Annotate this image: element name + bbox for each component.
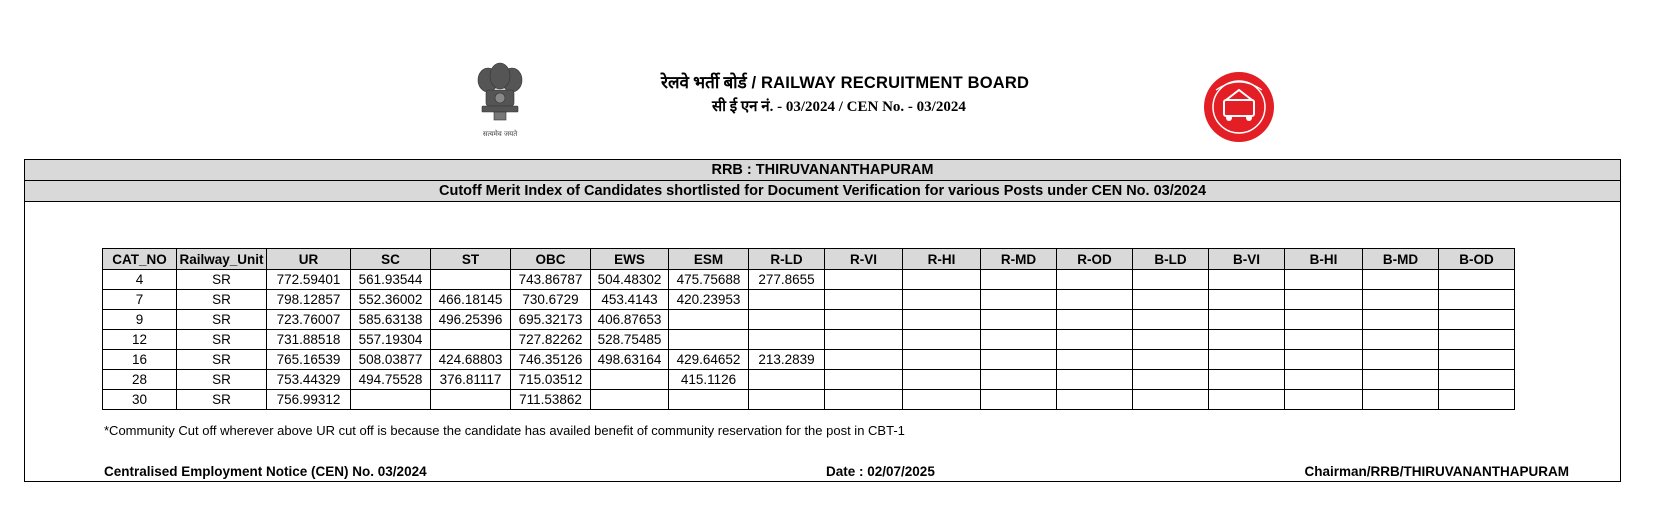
table-cell: 723.76007: [267, 310, 351, 330]
table-cell: [903, 390, 981, 410]
table-cell: 30: [103, 390, 177, 410]
table-cell: 508.03877: [351, 350, 431, 370]
table-cell: 415.1126: [669, 370, 749, 390]
table-cell: 798.12857: [267, 290, 351, 310]
table-row: [103, 370, 1515, 390]
table-cell: 504.48302: [591, 270, 669, 290]
board-title: [661, 70, 1091, 93]
table-cell: [591, 390, 669, 410]
table-cell: [1285, 350, 1363, 370]
table-cell: [825, 290, 903, 310]
table-cell: [749, 390, 825, 410]
table-cell: 16: [103, 350, 177, 370]
table-cell: [981, 270, 1057, 290]
table-row: [103, 350, 1515, 370]
board-title-hindi: रेलवे भर्ती बोर्ड: [661, 73, 747, 92]
table-cell: [1133, 350, 1209, 370]
table-cell: 28: [103, 370, 177, 390]
table-cell: [591, 370, 669, 390]
table-cell: [825, 330, 903, 350]
column-header: CAT_NO: [103, 249, 177, 270]
table-cell: 424.68803: [431, 350, 511, 370]
table-row: [103, 310, 1515, 330]
table-cell: [903, 290, 981, 310]
table-cell: 765.16539: [267, 350, 351, 370]
table-cell: [903, 370, 981, 390]
table-cell: 498.63164: [591, 350, 669, 370]
footer-signatory: Chairman/RRB/THIRUVANANTHAPURAM: [1304, 464, 1569, 479]
table-cell: 727.82262: [511, 330, 591, 350]
table-cell: 743.86787: [511, 270, 591, 290]
table-cell: [825, 310, 903, 330]
table-cell: [903, 270, 981, 290]
table-cell: [431, 330, 511, 350]
table-cell: [669, 310, 749, 330]
table-cell: [1209, 270, 1285, 290]
table-cell: SR: [177, 390, 267, 410]
table-cell: 731.88518: [267, 330, 351, 350]
column-header: EWS: [591, 249, 669, 270]
table-cell: [981, 310, 1057, 330]
table-cell: 528.75485: [591, 330, 669, 350]
column-header: SC: [351, 249, 431, 270]
table-cell: 715.03512: [511, 370, 591, 390]
table-cell: [1285, 290, 1363, 310]
column-header: B-OD: [1439, 249, 1515, 270]
table-cell: [749, 330, 825, 350]
table-row: [103, 290, 1515, 310]
table-cell: [749, 310, 825, 330]
column-header: R-HI: [903, 249, 981, 270]
table-cell: 746.35126: [511, 350, 591, 370]
table-cell: [669, 390, 749, 410]
table-cell: [1439, 310, 1515, 330]
table-cell: [1439, 390, 1515, 410]
table-cell: 552.36002: [351, 290, 431, 310]
footer-cen: Centralised Employment Notice (CEN) No. 03/2024: [104, 464, 427, 479]
ashoka-emblem-icon: [472, 58, 528, 142]
column-header: ESM: [669, 249, 749, 270]
table-cell: 420.23953: [669, 290, 749, 310]
table-cell: 7: [103, 290, 177, 310]
table-cell: [1285, 310, 1363, 330]
table-cell: [825, 350, 903, 370]
table-cell: [1209, 330, 1285, 350]
table-cell: 753.44329: [267, 370, 351, 390]
table-cell: [1363, 310, 1439, 330]
table-cell: [1439, 290, 1515, 310]
table-cell: 376.81117: [431, 370, 511, 390]
table-cell: SR: [177, 350, 267, 370]
table-cell: 561.93544: [351, 270, 431, 290]
table-cell: [981, 330, 1057, 350]
table-cell: 730.6729: [511, 290, 591, 310]
table-cell: 453.4143: [591, 290, 669, 310]
table-cell: 772.59401: [267, 270, 351, 290]
table-cell: [1363, 370, 1439, 390]
table-cell: [1439, 270, 1515, 290]
table-cell: [1439, 350, 1515, 370]
table-cell: [351, 390, 431, 410]
table-cell: 213.2839: [749, 350, 825, 370]
table-cell: [1057, 350, 1133, 370]
table-cell: [903, 330, 981, 350]
column-header: R-VI: [825, 249, 903, 270]
table-cell: [825, 270, 903, 290]
table-cell: [1285, 370, 1363, 390]
table-cell: [1363, 350, 1439, 370]
table-cell: [1439, 330, 1515, 350]
table-cell: 756.99312: [267, 390, 351, 410]
column-header: Railway_Unit: [177, 249, 267, 270]
table-cell: 494.75528: [351, 370, 431, 390]
table-cell: [1209, 390, 1285, 410]
table-cell: 12: [103, 330, 177, 350]
cutoff-table: [102, 248, 1515, 410]
table-cell: 406.87653: [591, 310, 669, 330]
board-title-separator: /: [746, 74, 762, 92]
table-cell: SR: [177, 290, 267, 310]
table-cell: [431, 390, 511, 410]
column-header: B-HI: [1285, 249, 1363, 270]
table-cell: 711.53862: [511, 390, 591, 410]
table-cell: [1285, 330, 1363, 350]
table-cell: SR: [177, 270, 267, 290]
column-header: B-MD: [1363, 249, 1439, 270]
table-cell: 429.64652: [669, 350, 749, 370]
table-cell: [1133, 310, 1209, 330]
column-header: UR: [267, 249, 351, 270]
table-cell: [903, 310, 981, 330]
table-cell: [981, 370, 1057, 390]
table-cell: 475.75688: [669, 270, 749, 290]
table-cell: [1133, 290, 1209, 310]
table-row: [103, 390, 1515, 410]
table-cell: 695.32173: [511, 310, 591, 330]
table-cell: 277.8655: [749, 270, 825, 290]
table-cell: [1133, 330, 1209, 350]
column-header: B-LD: [1133, 249, 1209, 270]
column-header: OBC: [511, 249, 591, 270]
rrb-name-banner: RRB : THIRUVANANTHAPURAM: [25, 160, 1620, 181]
table-cell: [981, 290, 1057, 310]
table-cell: [669, 330, 749, 350]
cen-number: सी ई एन नं. - 03/2024 / CEN No. - 03/2024: [712, 99, 966, 115]
table-cell: 585.63138: [351, 310, 431, 330]
table-cell: [981, 350, 1057, 370]
table-cell: [1439, 370, 1515, 390]
table-cell: [1057, 330, 1133, 350]
table-cell: [1057, 370, 1133, 390]
indian-railways-logo-icon: [1202, 70, 1276, 144]
table-cell: SR: [177, 330, 267, 350]
table-cell: [1057, 290, 1133, 310]
table-cell: 4: [103, 270, 177, 290]
table-cell: [1057, 310, 1133, 330]
table-cell: [1209, 350, 1285, 370]
table-cell: [1209, 370, 1285, 390]
table-cell: [1133, 270, 1209, 290]
table-cell: [1363, 270, 1439, 290]
table-header-row: [103, 249, 1515, 270]
footnote: *Community Cut off wherever above UR cut off is because the candidate has availed benefit of community reservation for the post in CBT-1: [104, 423, 905, 438]
column-header: R-LD: [749, 249, 825, 270]
table-cell: 557.19304: [351, 330, 431, 350]
board-title-english: RAILWAY RECRUITMENT BOARD: [761, 74, 1030, 92]
table-cell: [1285, 390, 1363, 410]
table-cell: [981, 390, 1057, 410]
footer-date: Date : 02/07/2025: [826, 464, 935, 479]
table-cell: [1363, 330, 1439, 350]
table-cell: [903, 350, 981, 370]
column-header: R-MD: [981, 249, 1057, 270]
table-cell: [749, 290, 825, 310]
table-cell: SR: [177, 370, 267, 390]
table-cell: SR: [177, 310, 267, 330]
column-header: R-OD: [1057, 249, 1133, 270]
table-cell: [1057, 270, 1133, 290]
emblem-caption: सत्यमेव जयते: [482, 130, 518, 138]
table-cell: 496.25396: [431, 310, 511, 330]
column-header: B-VI: [1209, 249, 1285, 270]
table-cell: [1209, 290, 1285, 310]
table-cell: [1133, 390, 1209, 410]
table-cell: [749, 370, 825, 390]
table-cell: [1285, 270, 1363, 290]
cutoff-title-banner: Cutoff Merit Index of Candidates shortlisted for Document Verification for various Posts under CEN No. 03/2024: [25, 181, 1620, 202]
table-cell: [1133, 370, 1209, 390]
table-cell: [825, 390, 903, 410]
table-cell: [431, 270, 511, 290]
table-cell: 466.18145: [431, 290, 511, 310]
table-cell: [1363, 290, 1439, 310]
table-row: [103, 270, 1515, 290]
table-cell: [1363, 390, 1439, 410]
table-cell: [825, 370, 903, 390]
table-cell: [1057, 390, 1133, 410]
table-cell: 9: [103, 310, 177, 330]
table-row: [103, 330, 1515, 350]
table-cell: [1209, 310, 1285, 330]
column-header: ST: [431, 249, 511, 270]
